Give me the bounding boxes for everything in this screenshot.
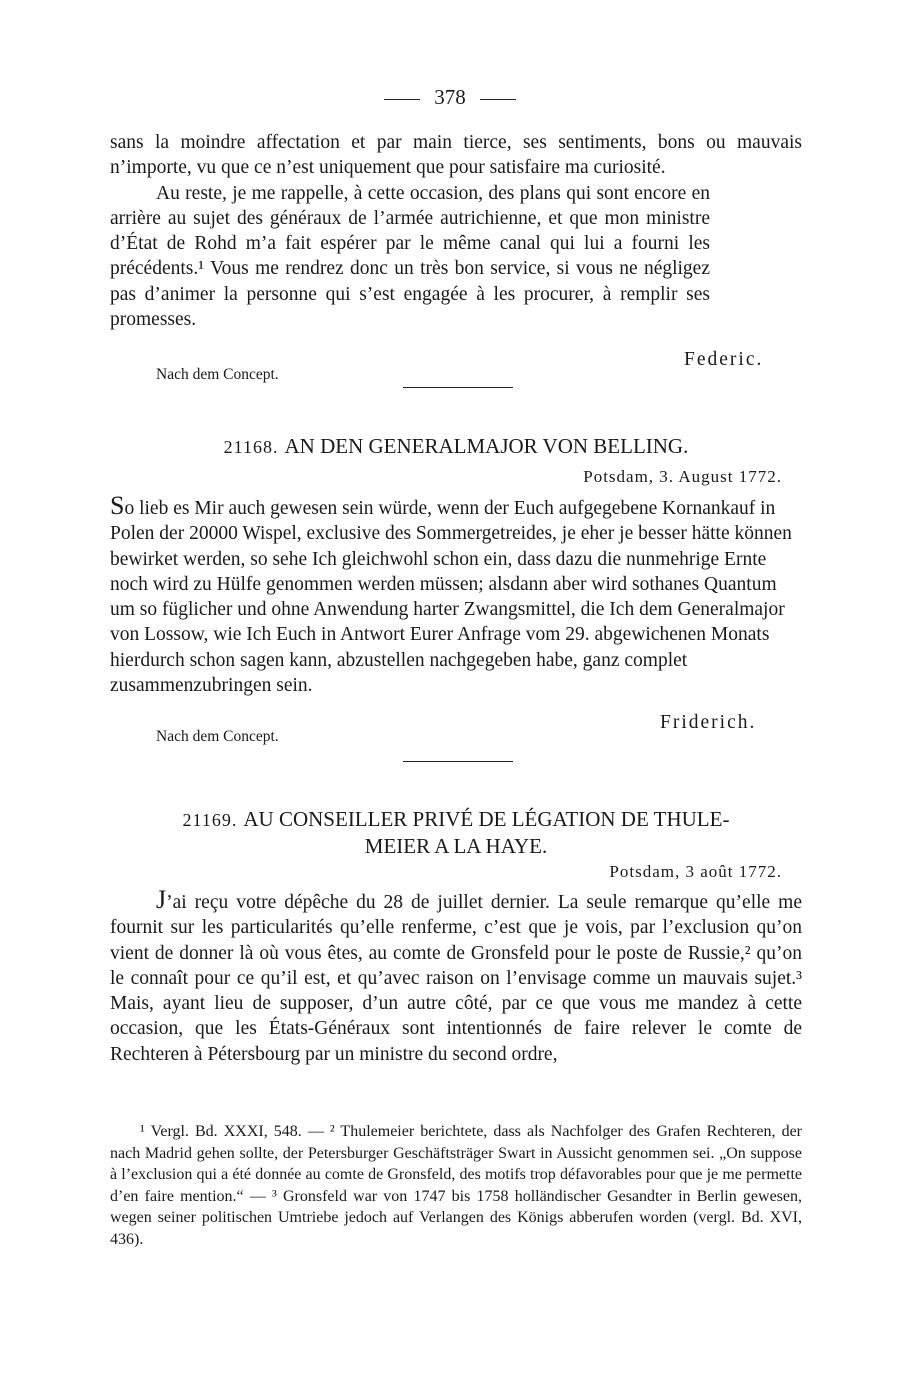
letter1-paragraph-1: sans la moindre affectation et par main tierce, ses sentiments, bons ou mauvais n’importe, vu que ce n’est uniquement que pour satisfaire ma curiosité. (110, 132, 802, 179)
letter1-body (110, 130, 802, 332)
footnotes-text: ¹ Vergl. Bd. XXXI, 548. — ² Thulemeier berichtete, dass als Nachfolger des Grafen Rechteren, der nach Madrid gehen sollte, der Petersburger Geschäftsträger Swart in Aussicht genommen sei. „On suppose à l’exclusion qui a été donnée au comte de Gronsfeld, des motifs trop défavorables pour que je me permette d’en faire mention.“ — ³ Gronsfeld war von 1747 bis 1758 holländischer Gesandter in Berlin gewesen, wegen seiner politischen Umtriebe jedoch auf Verlangen des Königs abberufen worden (vergl. Bd. XVI, 436). (110, 1123, 802, 1248)
letter3-paragraph (110, 887, 802, 1067)
letter2-signature: Friderich. (660, 712, 757, 733)
page-number: 378 (434, 85, 466, 109)
letter2-date: Potsdam, 3. August 1772. (583, 467, 782, 486)
header-dash-left (384, 99, 420, 100)
letter1-signature: Federic. (684, 349, 764, 370)
letter3-dropcap: J (156, 885, 167, 914)
letter2-source: Nach dem Concept. (156, 728, 279, 745)
letter2-dropcap: S (110, 491, 125, 520)
letter1-paragraph-2: Au reste, je me rappelle, à cette occasion, des plans qui sont encore en arrière au sujet des généraux de l’armée autrichienne, et que mon ministre d’État de Rohd m’a fait espérer par le même canal qui lui a fourni les précédents.¹ Vous me rendrez donc un très bon service, si vous ne négligez pas d’animer la personne qui s’est engagée à les procurer, à remplir ses promesses. (110, 182, 710, 331)
letter3-text: ’ai reçu votre dépêche du 28 de juillet dernier. La seule remarque qu’elle me fournit sur les particularités qu’elle renferme, c’est que je vois, par l’exclusion qu’on vient de donner là où vous êtes, au comte de Gronsfeld pour le poste de Russie,² qu’on le connaît pour ce qu’il est, et qu’avec raison on l’envisage comme un mauvais sujet.³ Mais, ayant lieu de supposer, d’un autre côté, par ce que vous me mandez à cette occasion, que les États-Généraux sont intentionnés de faire relever le comte de Rechteren à Pétersbourg par un ministre du second ordre, (110, 892, 802, 1065)
letter3-body (110, 887, 802, 1067)
letter2-heading (110, 433, 802, 460)
letter2-title: AN DEN GENERALMAJOR VON BELLING. (284, 434, 689, 458)
letter3-heading (110, 806, 802, 859)
letter3-date: Potsdam, 3 août 1772. (609, 862, 782, 881)
letter2-text: o lieb es Mir auch gewesen sein würde, wenn der Euch aufgegebene Kornankauf in Polen der 20000 Wispel, exclusive des Sommergetreides, je eher je besser hätte können bewirket werden, so sehe Ich gleichwohl schon ein, dass dazu die nunmehrige Ernte noch wird zu Hülfe genommen werden müssen; alsdann aber wird sothanes Quantum um so füglicher und ohne Anwendung harter Zwangsmittel, die Ich dem Generalmajor von Lossow, wie Ich Euch in Antwort Eurer Anfrage vom 29. abgewichenen Monats hierdurch schon sagen kann, abzustellen nachgegeben habe, ganz complet zusammenzubringen sein. (110, 498, 792, 697)
letter2-body (110, 493, 802, 698)
page-header (0, 82, 900, 112)
letter3-title-line1: AU CONSEILLER PRIVÉ DE LÉGATION DE THULE- (243, 807, 730, 831)
header-dash-right (480, 99, 516, 100)
letter3-number: 21169. (182, 810, 238, 830)
letter3-heading-line1 (110, 806, 802, 833)
separator-rule-2 (403, 761, 513, 762)
letter3-title-line2: MEIER A LA HAYE. (364, 834, 548, 858)
letter2-number: 21168. (223, 437, 279, 457)
letter2-paragraph (110, 491, 792, 697)
letter1-source: Nach dem Concept. (156, 366, 279, 383)
footnotes (110, 1121, 802, 1250)
separator-rule-1 (403, 387, 513, 388)
